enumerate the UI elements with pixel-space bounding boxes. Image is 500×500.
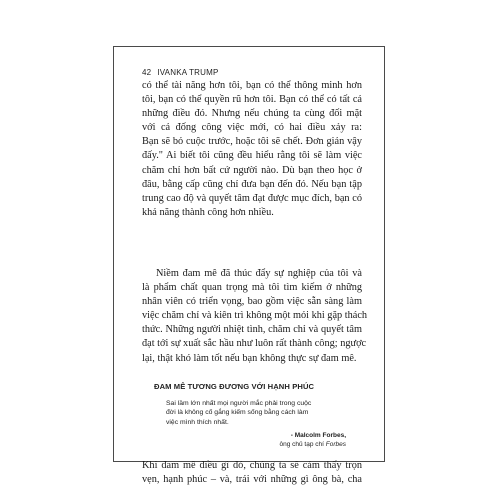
paragraph-3	[142, 459, 362, 487]
quote-box	[154, 382, 354, 449]
text-line: nhân viên có triển vọng, bao gồm việc sẵn sàng làm	[142, 296, 362, 308]
text-line: vẹn, hạnh phúc – và, trái với những gì ông bà, cha	[142, 474, 362, 486]
quote-line: Sai lầm lớn nhất mọi người mắc phải trong cuộc	[166, 400, 312, 407]
page-number: 42	[142, 68, 152, 77]
text-line: chăm chỉ hơn bất cứ người nào. Dù bạn theo học ở	[142, 164, 362, 176]
paragraph-1	[142, 79, 362, 220]
text-line: trung cao độ và quyết tâm đạt được mục đích, bạn có	[142, 192, 362, 204]
text-line: có thể tài năng hơn tôi, bạn có thể thông minh hơn	[142, 80, 362, 91]
quote-author: - Malcolm Forbes,	[290, 432, 346, 440]
text-line: đạt tới sự xuất sắc hầu như luôn rất thành công; ngược	[142, 338, 367, 350]
quote-line: đời là không cố gắng kiếm sống bằng cách làm	[166, 409, 309, 417]
quote-title: ĐAM MÊ TƯƠNG ĐƯƠNG VỚI HẠNH PHÚC	[154, 382, 315, 391]
text-line: Niềm đam mê đã thúc đẩy sự nghiệp của tôi và	[156, 268, 362, 279]
text-line: với cả đống công việc mới, có hai điều xảy ra:	[142, 122, 362, 134]
quote-text	[166, 399, 354, 427]
text-line: tôi, bạn có thể quyền rũ hơn tôi. Bạn có thể có tất cả	[142, 94, 362, 106]
text-line: việc chăm chỉ và kiên trì không một mỏi khi gặp thách	[142, 310, 368, 322]
quote-attribution	[154, 432, 354, 449]
text-line: thức. Những người nhiệt tình, chăm chỉ và quyết tâm	[142, 324, 362, 336]
book-page	[113, 46, 385, 486]
running-header	[142, 68, 219, 77]
text-line: lại, thật khó làm tốt nếu bạn không thực sự đam mê.	[142, 352, 357, 364]
text-line: khả năng thành công hơn nhiều.	[142, 206, 274, 218]
text-line: đâu, bằng cấp cũng chỉ đưa bạn đến đó. Nếu bạn tập	[142, 178, 362, 190]
quote-role	[154, 441, 346, 450]
paragraph-2	[142, 267, 368, 366]
quote-line: việc mình thích nhất.	[166, 418, 229, 426]
text-line: là phẩm chất quan trọng mà tôi tìm kiếm ở những	[142, 282, 362, 294]
text-line: những điều đó. Nhưng nếu chúng ta cùng đối mặt	[142, 108, 362, 120]
header-author: IVANKA TRUMP	[157, 68, 219, 77]
text-line: Bạn sẽ bỏ cuộc trước, hoặc tôi sẽ chết. Đơn giản vậy	[142, 136, 362, 148]
text-line: Khi đam mê điều gì đó, chúng ta sẽ cảm thấy trọn	[142, 460, 362, 471]
text-line: đấy." Ai biết tôi cũng đều hiểu rằng tôi sẽ làm việc	[142, 150, 362, 162]
quote-role-text: ông chủ tạp chí	[279, 440, 326, 448]
quote-magazine: Forbes	[325, 440, 346, 448]
